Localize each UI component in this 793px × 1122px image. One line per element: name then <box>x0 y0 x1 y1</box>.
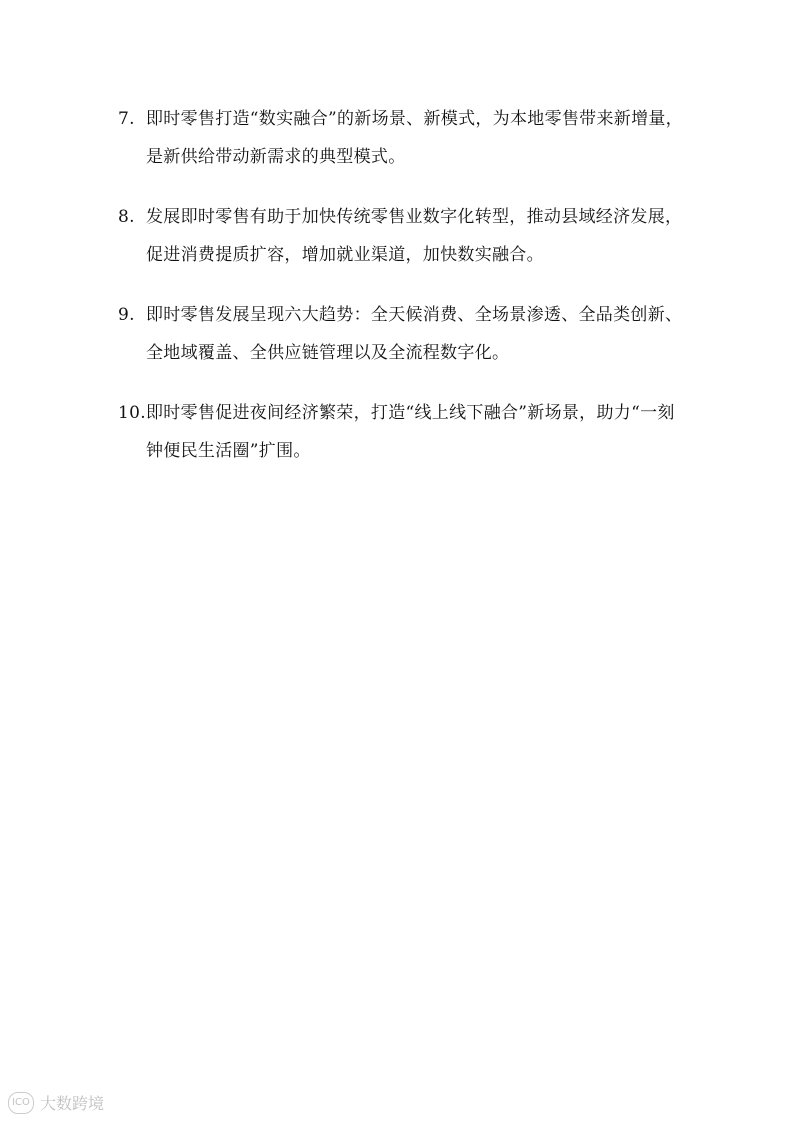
list-item-number: 9. <box>118 305 135 325</box>
list-item-number: 7. <box>118 109 135 129</box>
watermark <box>8 1091 104 1114</box>
numbered-list <box>118 100 688 492</box>
list-item <box>118 198 688 274</box>
list-item-text: 即时零售发展呈现六大趋势：全天候消费、全场景渗透、全品类创新、全地域覆盖、全供应链管理以及全流程数字化。 <box>146 305 683 363</box>
list-item-text: 即时零售促进夜间经济繁荣，打造“线上线下融合”新场景，助力“一刻钟便民生活圈”扩围。 <box>146 403 675 461</box>
watermark-label: 大数跨境 <box>40 1094 105 1113</box>
list-item <box>118 100 688 176</box>
list-item-number: 8. <box>118 207 135 227</box>
list-item <box>118 296 688 372</box>
list-item-text: 发展即时零售有助于加快传统零售业数字化转型，推动县域经济发展，促进消费提质扩容，增加就业渠道，加快数实融合。 <box>146 207 683 265</box>
list-item-text: 即时零售打造“数实融合”的新场景、新模式，为本地零售带来新增量，是新供给带动新需求的典型模式。 <box>146 109 683 167</box>
list-item <box>118 394 688 470</box>
watermark-logo-icon: ICO <box>8 1092 34 1114</box>
list-item-number: 10. <box>118 403 146 423</box>
